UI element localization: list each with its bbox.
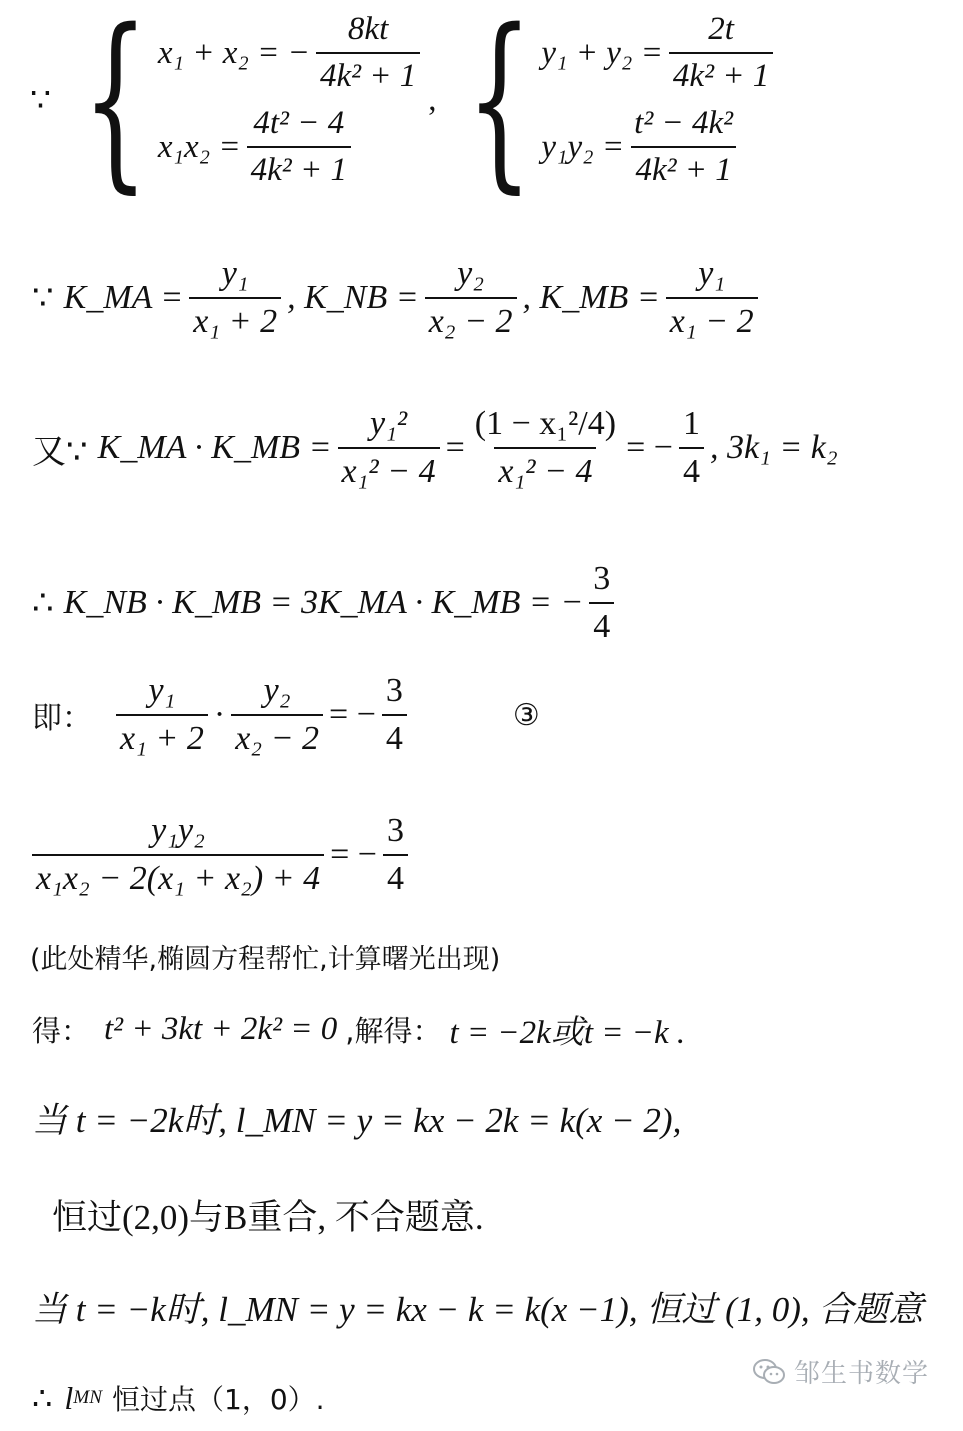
slope-product-fraction-1	[338, 405, 440, 491]
cf-rhs-fraction	[383, 812, 408, 898]
x-product-lhs: x₁x₂ =	[157, 128, 241, 165]
line-get-equation	[32, 1006, 685, 1053]
x-sum-den: 4k² + 1	[316, 52, 420, 95]
nm-f1-num: y₁	[148, 672, 176, 709]
solution-expr: t = −2k或t = −k .	[449, 1015, 686, 1051]
y-product-lhs: y₁y₂ =	[541, 128, 625, 165]
x-product-row	[158, 105, 426, 189]
combined-fraction	[32, 812, 324, 898]
final-conclusion-text: 恒过点（1，0）.	[112, 1383, 325, 1416]
y-product-num: t² − 4k²	[634, 105, 734, 141]
x-sum-row	[158, 11, 426, 95]
x-sum-lhs: x₁ + x₂ = −	[157, 34, 310, 71]
k-nb-label: , K_NB =	[287, 279, 419, 316]
sp-f3-den: 4	[679, 447, 704, 491]
sp-equals-2: = −	[626, 429, 673, 466]
k-mb-label: , K_MB =	[522, 279, 660, 316]
sp-f3-num: 1	[682, 405, 700, 442]
because-symbol-2: ∵	[32, 280, 54, 317]
x-product-num: 4t² − 4	[253, 105, 345, 141]
because-symbol: ∵	[30, 83, 51, 119]
y-sum-lhs: y₁ + y₂ =	[541, 34, 663, 71]
line-case-2	[32, 1282, 923, 1332]
equation-mark-3: ③	[512, 697, 540, 733]
namely-fraction-3	[382, 672, 407, 758]
y-system	[541, 11, 779, 189]
therefore-symbol-final: ∴	[32, 1380, 53, 1416]
nm-f3-num: 3	[385, 672, 403, 709]
line-l-subscript: MN	[73, 1387, 103, 1408]
x-sum-fraction	[316, 11, 420, 95]
therefore-den: 4	[589, 602, 614, 646]
k-ma-num: y₁	[221, 255, 249, 292]
k-mb-fraction	[666, 255, 758, 341]
line-slope-product	[32, 405, 838, 491]
case-2-text: 当 t = −k时, l_MN = y = kx − k = k(x −1), 恒过 (1, 0), 合题意	[32, 1290, 924, 1329]
namely-fraction-2	[231, 672, 323, 758]
cf-rhs-den: 4	[383, 854, 408, 898]
x-sum-num: 8kt	[347, 11, 389, 47]
y-sum-num: 2t	[708, 11, 734, 47]
line-case-1	[32, 1093, 681, 1143]
case-1-text: 当 t = −2k时, l_MN = y = kx − 2k = k(x − 2),	[32, 1101, 682, 1140]
sp-f1-den: x₁² − 4	[338, 447, 440, 491]
watermark-text: 邹生书数学	[794, 1359, 930, 1389]
sp-f1-num: y₁²	[369, 405, 408, 442]
x-product-den: 4k² + 1	[247, 146, 351, 189]
k-ma-den: x₁ + 2	[189, 297, 281, 341]
y-product-row	[541, 105, 779, 189]
y-sum-fraction	[669, 11, 773, 95]
y-product-den: 4k² + 1	[631, 146, 735, 189]
line-therefore-product	[32, 560, 620, 646]
line-l-symbol: l	[64, 1379, 74, 1416]
cf-num: y₁y₂	[151, 812, 205, 849]
k-nb-den: x₂ − 2	[425, 297, 517, 341]
therefore-fraction	[589, 560, 614, 646]
therefore-symbol: ∴	[32, 585, 54, 622]
y-sum-den: 4k² + 1	[669, 52, 773, 95]
line-case-1-conclusion	[52, 1190, 484, 1240]
slope-product-lhs: K_MA · K_MB =	[97, 429, 332, 466]
k-ma-label: K_MA =	[63, 279, 184, 316]
x-product-fraction	[247, 105, 351, 189]
right-system-brace: {	[465, 0, 533, 210]
y-product-fraction	[630, 105, 737, 189]
watermark	[752, 1353, 929, 1390]
k-nb-num: y₂	[457, 255, 485, 292]
nm-equals: = −	[329, 696, 376, 733]
line-slopes	[32, 255, 764, 341]
nm-dot: ·	[213, 696, 226, 733]
namely-fraction-1	[116, 672, 208, 758]
slope-product-fraction-2	[471, 405, 620, 491]
get-label: 得：	[32, 1014, 91, 1048]
line-vieta-systems	[30, 0, 779, 210]
therefore-expr: K_NB · K_MB = 3K_MA · K_MB = −	[63, 584, 584, 621]
line-combined-fraction	[32, 812, 414, 898]
line-final-conclusion	[32, 1378, 325, 1418]
namely-label: 即：	[32, 701, 92, 736]
also-because-label: 又∵	[32, 431, 88, 472]
k-mb-den: x₁ − 2	[666, 297, 758, 341]
y-sum-row	[541, 11, 779, 95]
line-note	[30, 937, 500, 976]
sp-equals: =	[445, 429, 465, 466]
wechat-icon	[752, 1358, 786, 1386]
solve-label: ,解得：	[345, 1014, 442, 1048]
system-comma: ,	[428, 81, 437, 118]
case-1-conclusion-text: 恒过(2,0)与B重合, 不合题意.	[52, 1198, 484, 1237]
left-brace: {	[82, 0, 149, 210]
nm-f2-num: y₂	[263, 672, 291, 709]
x-system	[158, 11, 426, 189]
therefore-num: 3	[593, 560, 611, 597]
k-ma-fraction	[189, 255, 281, 341]
k-nb-fraction	[425, 255, 517, 341]
cf-rhs-num: 3	[386, 812, 404, 849]
line-namely	[32, 672, 540, 758]
sp-f2-den: x₁² − 4	[494, 447, 596, 491]
cf-den: x₁x₂ − 2(x₁ + x₂) + 4	[32, 854, 324, 898]
k-mb-num: y₁	[698, 255, 726, 292]
sp-tail: , 3k₁ = k₂	[709, 429, 838, 466]
note-text: (此处精华,椭圆方程帮忙,计算曙光出现)	[30, 944, 501, 975]
cf-equals: = −	[330, 836, 377, 873]
nm-f3-den: 4	[382, 714, 407, 758]
nm-f2-den: x₂ − 2	[231, 714, 323, 758]
slope-product-fraction-3	[679, 405, 704, 491]
nm-f1-den: x₁ + 2	[116, 714, 208, 758]
quadratic-expr: t² + 3kt + 2k² = 0	[104, 1011, 338, 1047]
sp-f2-num: (1 − x₁²/4)	[474, 405, 617, 442]
